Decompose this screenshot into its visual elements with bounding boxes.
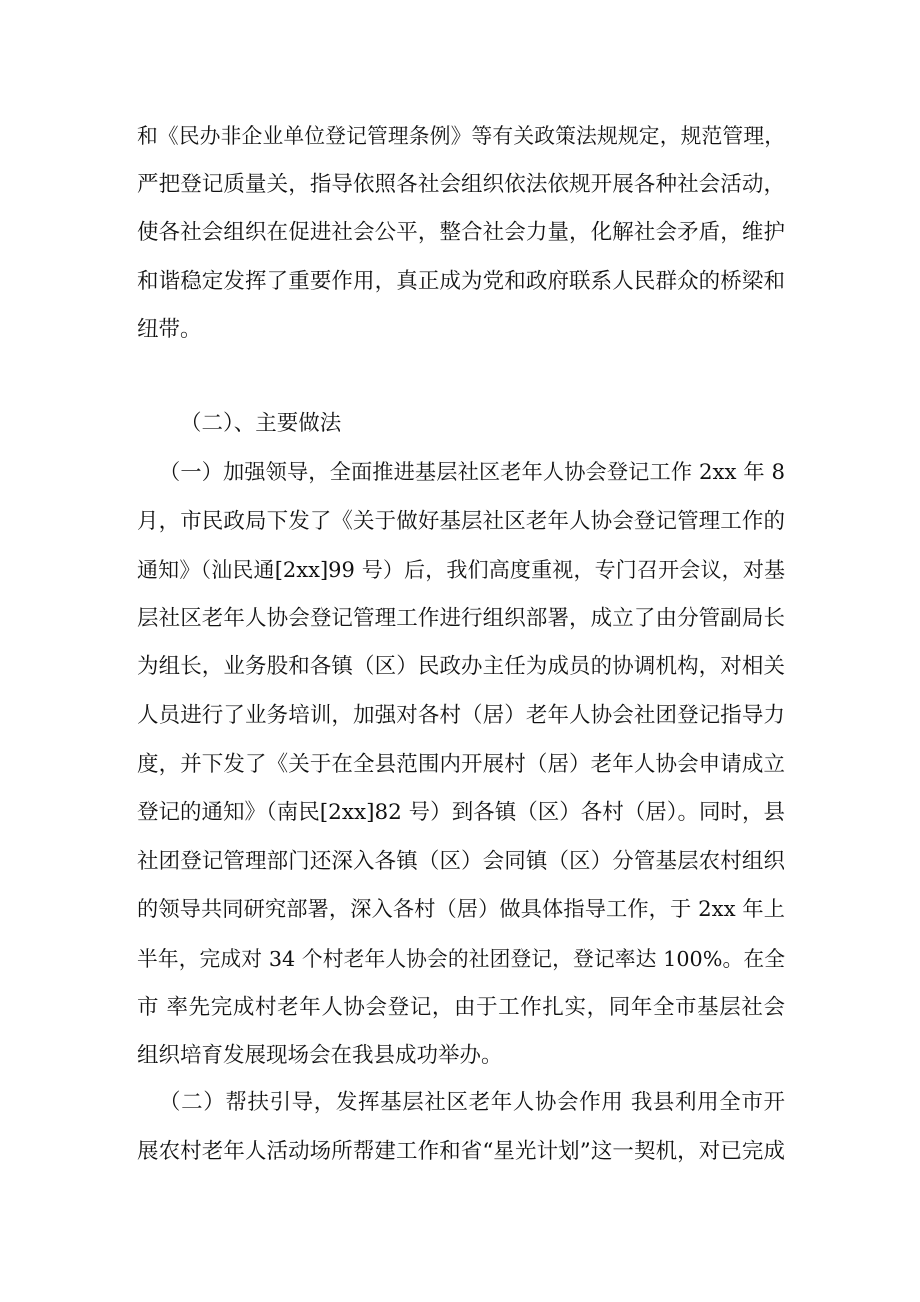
- paragraph-leadership: [137, 449, 785, 1081]
- text-line: 使各社会组织在促进社会公平，整合社会力量，化解社会矛盾，维护: [137, 220, 785, 246]
- text-line: 半年，完成对 34 个村老年人协会的社团登记，登记率达 100%。在全: [137, 946, 785, 971]
- text-line: 的领导共同研究部署，深入各村（居）做具体指导工作，于 2xx 年上: [137, 897, 785, 923]
- heading-text: （二）、主要做法: [180, 411, 342, 436]
- text-line: 市 率先完成村老年人协会登记，由于工作扎实，同年全市基层社会: [137, 994, 785, 1020]
- text-line: 月，市民政局下发了《关于做好基层社区老年人协会登记管理工作的: [137, 508, 785, 534]
- text-line: 纽带。: [137, 317, 202, 343]
- text-line: 和谐稳定发挥了重要作用，真正成为党和政府联系人民群众的桥梁和: [137, 268, 785, 294]
- text-line: 社团登记管理部门还深入各镇（区）会同镇（区）分管基层农村组织: [137, 848, 785, 874]
- text-line: 通知》（汕民通[2xx]99 号）后，我们高度重视，专门召开会议，对基: [137, 558, 785, 583]
- paragraph-support: [137, 1079, 785, 1176]
- text-line: 为组长，业务股和各镇（区）民政办主任为成员的协调机构，对相关: [137, 654, 785, 680]
- paragraph-intro: [137, 112, 785, 355]
- text-line: （二）帮扶引导，发挥基层社区老年人协会作用 我县利用全市开: [159, 1090, 785, 1115]
- text-line: 层社区老年人协会登记管理工作进行组织部署，成立了由分管副局长: [137, 605, 785, 631]
- text-line: 严把登记质量关，指导依照各社会组织依法依规开展各种社会活动，: [137, 171, 785, 197]
- text-line: 和《民办非企业单位登记管理条例》等有关政策法规规定，规范管理，: [137, 124, 785, 148]
- text-line: 组织培育发展现场会在我县成功举办。: [137, 1043, 503, 1069]
- text-line: 登记的通知》（南民[2xx]82 号）到各镇（区）各村（居）。同时，县: [137, 800, 785, 826]
- text-line: （一）加强领导，全面推进基层社区老年人协会登记工作 2xx 年 8: [159, 460, 785, 485]
- section-heading: [137, 400, 785, 449]
- text-line: 度，并下发了《关于在全县范围内开展村（居）老年人协会申请成立: [137, 751, 785, 777]
- text-line: 人员进行了业务培训，加强对各村（居）老年人协会社团登记指导力: [137, 702, 785, 728]
- text-line: 展农村老年人活动场所帮建工作和省“星光计划”这一契机，对已完成: [137, 1138, 785, 1164]
